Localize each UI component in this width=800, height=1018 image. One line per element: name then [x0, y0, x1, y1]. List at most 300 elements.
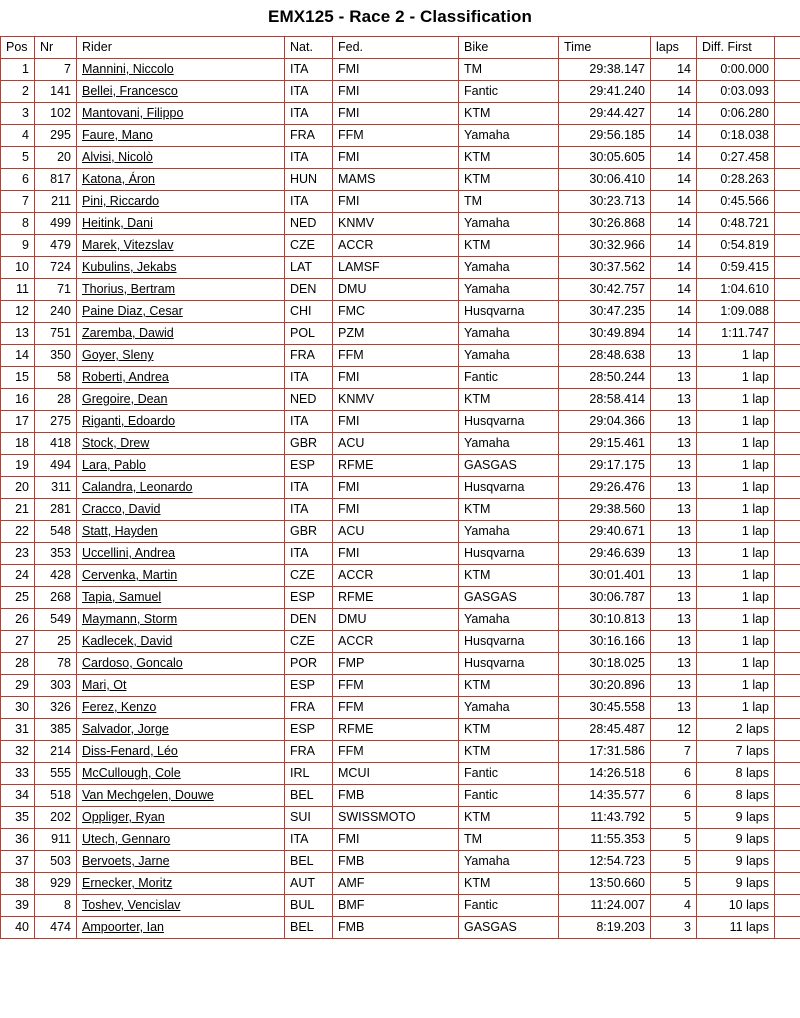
- cell-extra: [775, 763, 800, 785]
- cell-time: 30:20.896: [559, 675, 651, 697]
- cell-diff-first: 1 lap: [697, 697, 775, 719]
- cell-pos: 10: [1, 257, 35, 279]
- table-row: [1, 455, 800, 477]
- cell-rider[interactable]: [77, 543, 285, 565]
- cell-fed: FMI: [333, 103, 459, 125]
- cell-nat: ESP: [285, 587, 333, 609]
- cell-fed: FMI: [333, 499, 459, 521]
- table-row: [1, 521, 800, 543]
- cell-laps: 13: [651, 609, 697, 631]
- column-header-laps: laps: [651, 37, 697, 59]
- cell-diff-first: 7 laps: [697, 741, 775, 763]
- cell-nr: 311: [35, 477, 77, 499]
- rider-link[interactable]: Calandra, Leonardo: [82, 480, 193, 494]
- cell-rider[interactable]: [77, 785, 285, 807]
- cell-rider[interactable]: [77, 191, 285, 213]
- cell-time: 30:05.605: [559, 147, 651, 169]
- cell-extra: [775, 279, 800, 301]
- cell-nat: ITA: [285, 59, 333, 81]
- cell-time: 28:50.244: [559, 367, 651, 389]
- cell-rider[interactable]: [77, 917, 285, 939]
- rider-link[interactable]: Van Mechgelen, Douwe: [82, 788, 214, 802]
- rider-link[interactable]: Mari, Ot: [82, 678, 127, 692]
- cell-rider[interactable]: [77, 147, 285, 169]
- cell-bike: Husqvarna: [459, 411, 559, 433]
- cell-rider[interactable]: [77, 125, 285, 147]
- column-header-nat: Nat.: [285, 37, 333, 59]
- table-row: [1, 917, 800, 939]
- cell-rider[interactable]: [77, 477, 285, 499]
- cell-nat: FRA: [285, 125, 333, 147]
- cell-extra: [775, 499, 800, 521]
- cell-rider[interactable]: [77, 301, 285, 323]
- rider-link[interactable]: Paine Diaz, Cesar: [82, 304, 183, 318]
- rider-link[interactable]: Roberti, Andrea: [82, 370, 169, 384]
- cell-time: 30:18.025: [559, 653, 651, 675]
- cell-extra: [775, 829, 800, 851]
- cell-nat: ITA: [285, 147, 333, 169]
- table-row: [1, 895, 800, 917]
- table-row: [1, 59, 800, 81]
- cell-rider[interactable]: [77, 411, 285, 433]
- cell-laps: 14: [651, 257, 697, 279]
- cell-fed: FMI: [333, 191, 459, 213]
- cell-fed: PZM: [333, 323, 459, 345]
- cell-rider[interactable]: [77, 873, 285, 895]
- cell-extra: [775, 785, 800, 807]
- cell-nr: 911: [35, 829, 77, 851]
- cell-nr: 20: [35, 147, 77, 169]
- cell-rider[interactable]: [77, 455, 285, 477]
- table-row: [1, 147, 800, 169]
- cell-pos: 29: [1, 675, 35, 697]
- cell-rider[interactable]: [77, 719, 285, 741]
- rider-link[interactable]: Bellei, Francesco: [82, 84, 178, 98]
- cell-nat: ESP: [285, 719, 333, 741]
- cell-time: 29:44.427: [559, 103, 651, 125]
- cell-bike: Husqvarna: [459, 543, 559, 565]
- cell-laps: 13: [651, 389, 697, 411]
- cell-diff-first: 9 laps: [697, 807, 775, 829]
- cell-diff-first: 1 lap: [697, 389, 775, 411]
- cell-rider[interactable]: [77, 103, 285, 125]
- cell-pos: 31: [1, 719, 35, 741]
- table-row: [1, 323, 800, 345]
- cell-diff-first: 10 laps: [697, 895, 775, 917]
- cell-fed: ACU: [333, 433, 459, 455]
- rider-link[interactable]: Ferez, Kenzo: [82, 700, 157, 714]
- cell-nat: ITA: [285, 103, 333, 125]
- cell-laps: 13: [651, 697, 697, 719]
- cell-nat: ITA: [285, 829, 333, 851]
- cell-rider[interactable]: [77, 345, 285, 367]
- cell-nat: FRA: [285, 345, 333, 367]
- table-row: [1, 851, 800, 873]
- cell-nr: 295: [35, 125, 77, 147]
- cell-laps: 6: [651, 785, 697, 807]
- rider-link[interactable]: Oppliger, Ryan: [82, 810, 165, 824]
- table-row: [1, 763, 800, 785]
- cell-diff-first: 1:04.610: [697, 279, 775, 301]
- cell-diff-first: 1 lap: [697, 543, 775, 565]
- cell-bike: Fantic: [459, 785, 559, 807]
- cell-laps: 7: [651, 741, 697, 763]
- cell-fed: MAMS: [333, 169, 459, 191]
- cell-rider[interactable]: [77, 653, 285, 675]
- table-row: [1, 741, 800, 763]
- cell-bike: KTM: [459, 103, 559, 125]
- rider-link[interactable]: Pini, Riccardo: [82, 194, 160, 208]
- cell-fed: FMI: [333, 367, 459, 389]
- cell-bike: Fantic: [459, 763, 559, 785]
- table-row: [1, 653, 800, 675]
- cell-bike: TM: [459, 829, 559, 851]
- table-row: [1, 169, 800, 191]
- rider-link[interactable]: Kubulins, Jekabs: [82, 260, 177, 274]
- cell-diff-first: 0:54.819: [697, 235, 775, 257]
- rider-link[interactable]: Gregoire, Dean: [82, 392, 168, 406]
- cell-extra: [775, 631, 800, 653]
- cell-extra: [775, 213, 800, 235]
- table-row: [1, 829, 800, 851]
- cell-laps: 14: [651, 147, 697, 169]
- column-header-bike: Bike: [459, 37, 559, 59]
- cell-diff-first: 0:03.093: [697, 81, 775, 103]
- cell-pos: 7: [1, 191, 35, 213]
- cell-diff-first: 9 laps: [697, 851, 775, 873]
- cell-fed: FMC: [333, 301, 459, 323]
- rider-link[interactable]: Statt, Hayden: [82, 524, 158, 538]
- table-row: [1, 785, 800, 807]
- rider-link[interactable]: Mannini, Niccolo: [82, 62, 174, 76]
- table-row: [1, 191, 800, 213]
- cell-rider[interactable]: [77, 81, 285, 103]
- rider-link[interactable]: Stock, Drew: [82, 436, 150, 450]
- cell-bike: Yamaha: [459, 609, 559, 631]
- table-row: [1, 81, 800, 103]
- cell-fed: ACCR: [333, 235, 459, 257]
- rider-link[interactable]: McCullough, Cole: [82, 766, 181, 780]
- cell-nat: CZE: [285, 235, 333, 257]
- cell-rider[interactable]: [77, 169, 285, 191]
- cell-rider[interactable]: [77, 895, 285, 917]
- cell-pos: 33: [1, 763, 35, 785]
- cell-nr: 549: [35, 609, 77, 631]
- cell-extra: [775, 301, 800, 323]
- cell-diff-first: 1 lap: [697, 653, 775, 675]
- cell-diff-first: 1 lap: [697, 477, 775, 499]
- cell-rider[interactable]: [77, 213, 285, 235]
- cell-rider[interactable]: [77, 631, 285, 653]
- cell-laps: 13: [651, 675, 697, 697]
- cell-nr: 25: [35, 631, 77, 653]
- cell-nat: LAT: [285, 257, 333, 279]
- cell-bike: Yamaha: [459, 323, 559, 345]
- cell-fed: FMB: [333, 917, 459, 939]
- table-row: [1, 719, 800, 741]
- cell-fed: DMU: [333, 609, 459, 631]
- cell-time: 29:17.175: [559, 455, 651, 477]
- cell-pos: 17: [1, 411, 35, 433]
- cell-bike: Yamaha: [459, 521, 559, 543]
- cell-time: 30:06.410: [559, 169, 651, 191]
- cell-time: 30:32.966: [559, 235, 651, 257]
- cell-fed: FMP: [333, 653, 459, 675]
- cell-nr: 479: [35, 235, 77, 257]
- cell-diff-first: 9 laps: [697, 829, 775, 851]
- cell-nr: 303: [35, 675, 77, 697]
- cell-time: 28:48.638: [559, 345, 651, 367]
- cell-pos: 25: [1, 587, 35, 609]
- cell-extra: [775, 345, 800, 367]
- cell-nat: ITA: [285, 477, 333, 499]
- cell-pos: 36: [1, 829, 35, 851]
- cell-pos: 35: [1, 807, 35, 829]
- rider-link[interactable]: Goyer, Sleny: [82, 348, 154, 362]
- cell-laps: 14: [651, 235, 697, 257]
- cell-fed: KNMV: [333, 213, 459, 235]
- rider-link[interactable]: Cracco, David: [82, 502, 161, 516]
- cell-time: 29:56.185: [559, 125, 651, 147]
- cell-rider[interactable]: [77, 697, 285, 719]
- cell-extra: [775, 103, 800, 125]
- cell-pos: 15: [1, 367, 35, 389]
- column-header-fed: Fed.: [333, 37, 459, 59]
- rider-link[interactable]: Bervoets, Jarne: [82, 854, 170, 868]
- cell-rider[interactable]: [77, 279, 285, 301]
- cell-time: 30:49.894: [559, 323, 651, 345]
- cell-bike: KTM: [459, 565, 559, 587]
- cell-bike: Yamaha: [459, 257, 559, 279]
- cell-rider[interactable]: [77, 587, 285, 609]
- rider-link[interactable]: Riganti, Edoardo: [82, 414, 176, 428]
- table-row: [1, 499, 800, 521]
- cell-extra: [775, 191, 800, 213]
- cell-pos: 8: [1, 213, 35, 235]
- rider-link[interactable]: Cardoso, Goncalo: [82, 656, 183, 670]
- cell-rider[interactable]: [77, 851, 285, 873]
- rider-link[interactable]: Faure, Mano: [82, 128, 153, 142]
- cell-time: 8:19.203: [559, 917, 651, 939]
- cell-pos: 19: [1, 455, 35, 477]
- rider-link[interactable]: Ernecker, Moritz: [82, 876, 173, 890]
- cell-nat: NED: [285, 213, 333, 235]
- table-row: [1, 389, 800, 411]
- cell-laps: 14: [651, 301, 697, 323]
- cell-nr: 751: [35, 323, 77, 345]
- cell-time: 13:50.660: [559, 873, 651, 895]
- cell-pos: 30: [1, 697, 35, 719]
- cell-extra: [775, 851, 800, 873]
- cell-bike: Yamaha: [459, 433, 559, 455]
- cell-rider[interactable]: [77, 235, 285, 257]
- cell-bike: Yamaha: [459, 213, 559, 235]
- rider-link[interactable]: Heitink, Dani: [82, 216, 153, 230]
- cell-rider[interactable]: [77, 59, 285, 81]
- cell-diff-first: 0:00.000: [697, 59, 775, 81]
- cell-laps: 6: [651, 763, 697, 785]
- cell-time: 11:24.007: [559, 895, 651, 917]
- cell-pos: 26: [1, 609, 35, 631]
- table-row: [1, 257, 800, 279]
- cell-rider[interactable]: [77, 323, 285, 345]
- cell-diff-first: 8 laps: [697, 785, 775, 807]
- cell-nr: 350: [35, 345, 77, 367]
- cell-rider[interactable]: [77, 763, 285, 785]
- cell-fed: FFM: [333, 741, 459, 763]
- cell-rider[interactable]: [77, 433, 285, 455]
- cell-pos: 22: [1, 521, 35, 543]
- cell-rider[interactable]: [77, 367, 285, 389]
- rider-link[interactable]: Uccellini, Andrea: [82, 546, 176, 560]
- cell-nr: 141: [35, 81, 77, 103]
- cell-bike: GASGAS: [459, 587, 559, 609]
- column-header-time: Time: [559, 37, 651, 59]
- cell-extra: [775, 235, 800, 257]
- cell-nr: 7: [35, 59, 77, 81]
- cell-nat: CHI: [285, 301, 333, 323]
- cell-nr: 503: [35, 851, 77, 873]
- cell-bike: Yamaha: [459, 851, 559, 873]
- cell-extra: [775, 873, 800, 895]
- rider-link[interactable]: Utech, Gennaro: [82, 832, 171, 846]
- cell-nr: 428: [35, 565, 77, 587]
- rider-link[interactable]: Mantovani, Filippo: [82, 106, 184, 120]
- cell-time: 14:35.577: [559, 785, 651, 807]
- cell-nat: BEL: [285, 785, 333, 807]
- cell-bike: Fantic: [459, 895, 559, 917]
- column-header-pos: Pos: [1, 37, 35, 59]
- cell-bike: KTM: [459, 389, 559, 411]
- cell-nr: 418: [35, 433, 77, 455]
- cell-rider[interactable]: [77, 257, 285, 279]
- cell-extra: [775, 81, 800, 103]
- table-row: [1, 543, 800, 565]
- cell-time: 29:41.240: [559, 81, 651, 103]
- rider-link[interactable]: Katona, Áron: [82, 172, 155, 186]
- cell-nat: ITA: [285, 499, 333, 521]
- cell-nr: 929: [35, 873, 77, 895]
- rider-link[interactable]: Cervenka, Martin: [82, 568, 178, 582]
- cell-fed: LAMSF: [333, 257, 459, 279]
- cell-laps: 14: [651, 125, 697, 147]
- page-title: EMX125 - Race 2 - Classification: [268, 7, 532, 26]
- cell-nat: ITA: [285, 367, 333, 389]
- cell-laps: 14: [651, 279, 697, 301]
- cell-bike: GASGAS: [459, 455, 559, 477]
- cell-extra: [775, 257, 800, 279]
- cell-bike: Yamaha: [459, 697, 559, 719]
- rider-link[interactable]: Salvador, Jorge: [82, 722, 169, 736]
- cell-diff-first: 1 lap: [697, 609, 775, 631]
- cell-diff-first: 9 laps: [697, 873, 775, 895]
- cell-rider[interactable]: [77, 389, 285, 411]
- cell-extra: [775, 609, 800, 631]
- cell-nat: ESP: [285, 455, 333, 477]
- table-row: [1, 807, 800, 829]
- cell-fed: BMF: [333, 895, 459, 917]
- cell-pos: 21: [1, 499, 35, 521]
- cell-time: 30:37.562: [559, 257, 651, 279]
- cell-bike: Yamaha: [459, 125, 559, 147]
- cell-rider[interactable]: [77, 675, 285, 697]
- cell-nat: DEN: [285, 279, 333, 301]
- cell-nat: CZE: [285, 565, 333, 587]
- cell-fed: ACU: [333, 521, 459, 543]
- table-header: [1, 37, 800, 59]
- cell-rider[interactable]: [77, 807, 285, 829]
- cell-nat: POL: [285, 323, 333, 345]
- cell-laps: 13: [651, 565, 697, 587]
- cell-laps: 13: [651, 433, 697, 455]
- cell-extra: [775, 367, 800, 389]
- rider-link[interactable]: Ampoorter, Ian: [82, 920, 164, 934]
- rider-link[interactable]: Kadlecek, David: [82, 634, 173, 648]
- cell-extra: [775, 169, 800, 191]
- cell-nat: ESP: [285, 675, 333, 697]
- cell-time: 30:16.166: [559, 631, 651, 653]
- cell-laps: 5: [651, 807, 697, 829]
- cell-pos: 27: [1, 631, 35, 653]
- cell-extra: [775, 653, 800, 675]
- cell-nr: 28: [35, 389, 77, 411]
- table-row: [1, 125, 800, 147]
- cell-pos: 12: [1, 301, 35, 323]
- cell-rider[interactable]: [77, 609, 285, 631]
- cell-extra: [775, 675, 800, 697]
- cell-nr: 499: [35, 213, 77, 235]
- cell-diff-first: 1 lap: [697, 587, 775, 609]
- table-row: [1, 873, 800, 895]
- cell-extra: [775, 455, 800, 477]
- cell-fed: FMI: [333, 543, 459, 565]
- rider-link[interactable]: Toshev, Vencislav: [82, 898, 181, 912]
- cell-nr: 71: [35, 279, 77, 301]
- cell-nat: POR: [285, 653, 333, 675]
- cell-extra: [775, 59, 800, 81]
- cell-laps: 14: [651, 81, 697, 103]
- rider-link[interactable]: Zaremba, Dawid: [82, 326, 174, 340]
- cell-time: 30:06.787: [559, 587, 651, 609]
- cell-rider[interactable]: [77, 829, 285, 851]
- rider-link[interactable]: Tapia, Samuel: [82, 590, 162, 604]
- cell-extra: [775, 521, 800, 543]
- cell-diff-first: 1 lap: [697, 521, 775, 543]
- cell-diff-first: 0:06.280: [697, 103, 775, 125]
- rider-link[interactable]: Diss-Fenard, Léo: [82, 744, 178, 758]
- cell-laps: 13: [651, 477, 697, 499]
- cell-fed: FMI: [333, 147, 459, 169]
- cell-rider[interactable]: [77, 565, 285, 587]
- rider-link[interactable]: Marek, Vitezslav: [82, 238, 174, 252]
- rider-link[interactable]: Alvisi, Nicolò: [82, 150, 153, 164]
- table-row: [1, 235, 800, 257]
- rider-link[interactable]: Lara, Pablo: [82, 458, 146, 472]
- cell-rider[interactable]: [77, 499, 285, 521]
- cell-diff-first: 8 laps: [697, 763, 775, 785]
- rider-link[interactable]: Maymann, Storm: [82, 612, 178, 626]
- table-row: [1, 103, 800, 125]
- rider-link[interactable]: Thorius, Bertram: [82, 282, 176, 296]
- cell-rider[interactable]: [77, 741, 285, 763]
- cell-rider[interactable]: [77, 521, 285, 543]
- cell-fed: DMU: [333, 279, 459, 301]
- cell-extra: [775, 477, 800, 499]
- cell-nat: ITA: [285, 81, 333, 103]
- cell-nat: NED: [285, 389, 333, 411]
- cell-pos: 5: [1, 147, 35, 169]
- cell-laps: 4: [651, 895, 697, 917]
